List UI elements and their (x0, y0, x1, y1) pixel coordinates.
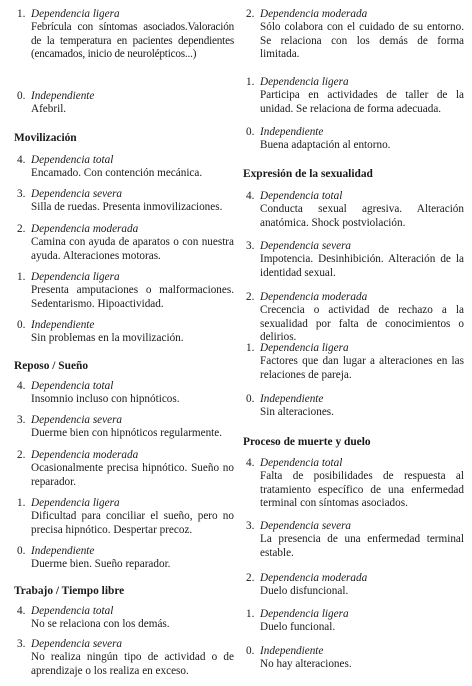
list-item: 2. Dependencia moderada Camina con ayuda de aparatos o con nuestra ayuda. Alteraciones motoras. (14, 223, 234, 263)
dependency-level: Independiente (31, 90, 95, 102)
item-description: Afebril. (31, 103, 67, 116)
list-item: 3. Dependencia severa Impotencia. Desinhibición. Alteración de la identidad sexual. (243, 240, 464, 280)
dependency-level: Dependencia ligera (260, 76, 349, 88)
dependency-level: Independiente (260, 393, 324, 405)
list-item: 0. Independiente Sin alteraciones. (243, 393, 464, 420)
dependency-level: Dependencia moderada (31, 223, 139, 235)
dependency-level: Dependencia total (31, 605, 114, 617)
item-description: Sin alteraciones. (260, 406, 334, 419)
list-item: 0. Independiente Afebril. (14, 90, 234, 117)
dependency-level: Independiente (31, 319, 95, 331)
section-title: Reposo / Sueño (14, 360, 89, 372)
dependency-level: Dependencia moderada (260, 291, 368, 303)
item-description: Sin problemas en la movilización. (31, 332, 184, 345)
item-description: Impotencia. Desinhibición. Alteración de la identidad sexual. (260, 253, 464, 279)
list-item: 4. Dependencia total Conducta sexual agresiva. Alteración anatómica. Shock postviolación. (243, 190, 464, 230)
dependency-level: Dependencia ligera (31, 497, 120, 509)
item-description: La presencia de una enfermedad terminal estable. (260, 533, 464, 559)
item-description: Dificultad para conciliar el sueño, pero no precisa hipnótico. Despertar precoz. (31, 510, 234, 536)
dependency-level: Independiente (31, 545, 95, 557)
item-description: Ocasionalmente precisa hipnótico. Sueño no reparador. (31, 462, 234, 488)
dependency-level: Dependencia moderada (260, 8, 368, 20)
dependency-level: Dependencia severa (31, 638, 123, 650)
item-description: Encamado. Con contención mecánica. (31, 167, 203, 180)
list-item: 1. Dependencia ligera Febrícula con síntomas asociados.Valoración de la temperatura en pacientes dependientes (encamados, inicio de neurolépticos...) (14, 8, 234, 62)
section-title: Expresión de la sexualidad (243, 168, 373, 180)
list-item: 0. Independiente Buena adaptación al entorno. (243, 126, 464, 153)
list-item: 4. Dependencia total Falta de posibilidades de respuesta al tratamiento específico de una enfermedad terminal con síntomas asociados. (243, 457, 464, 511)
dependency-level: Dependencia ligera (260, 342, 349, 354)
item-description: Crecencia o actividad de rechazo a la sexualidad por falta de conocimientos o delirios. (260, 304, 464, 344)
list-item: 1. Dependencia ligera Factores que dan lugar a alteraciones en las relaciones de pareja. (243, 342, 464, 382)
dependency-level: Dependencia total (260, 457, 343, 469)
dependency-level: Dependencia severa (260, 520, 352, 532)
dependency-level: Dependencia moderada (31, 449, 139, 461)
item-description: Febrícula con síntomas asociados.Valoración de la temperatura en pacientes dependientes (encamados, inicio de neurolépticos...) (31, 21, 234, 61)
dependency-level: Dependencia ligera (31, 271, 120, 283)
item-description: No realiza ningún tipo de actividad o de aprendizaje o los realiza en exceso. (31, 651, 234, 677)
list-item: 0. Independiente Duerme bien. Sueño reparador. (14, 545, 234, 572)
item-description: No hay alteraciones. (260, 658, 352, 671)
item-description: Silla de ruedas. Presenta inmovilizaciones. (31, 201, 223, 214)
section-title: Movilización (14, 132, 77, 144)
dependency-level: Independiente (260, 645, 324, 657)
dependency-level: Dependencia total (31, 380, 114, 392)
list-item: 4. Dependencia total Encamado. Con contención mecánica. (14, 154, 234, 181)
list-item: 1. Dependencia ligera Presenta amputaciones o malformaciones. Sedentarismo. Hipoactividad. (14, 271, 234, 311)
item-description: Camina con ayuda de aparatos o con nuestra ayuda. Alteraciones motoras. (31, 236, 234, 262)
item-description: Conducta sexual agresiva. Alteración anatómica. Shock postviolación. (260, 203, 464, 229)
list-item: 2. Dependencia moderada Crecencia o actividad de rechazo a la sexualidad por falta de conocimientos o delirios. (243, 291, 464, 345)
list-item: 2. Dependencia moderada Duelo disfuncional. (243, 572, 464, 599)
item-description: Duerme bien. Sueño reparador. (31, 558, 171, 571)
dependency-level: Dependencia severa (260, 240, 352, 252)
item-description: Sólo colabora con el cuidado de su entorno. Se relaciona con los demás de forma limitada. (260, 21, 464, 61)
item-description: Buena adaptación al entorno. (260, 139, 391, 152)
list-item: 3. Dependencia severa La presencia de una enfermedad terminal estable. (243, 520, 464, 560)
dependency-level: Dependencia severa (31, 188, 123, 200)
list-item: 3. Dependencia severa Duerme bien con hipnóticos regularmente. (14, 414, 234, 441)
item-description: Factores que dan lugar a alteraciones en las relaciones de pareja. (260, 355, 464, 381)
list-item: 2. Dependencia moderada Ocasionalmente precisa hipnótico. Sueño no reparador. (14, 449, 234, 489)
dependency-level: Dependencia ligera (260, 608, 349, 620)
item-description: Participa en actividades de taller de la unidad. Se relaciona de forma adecuada. (260, 89, 464, 115)
list-item: 1. Dependencia ligera Duelo funcional. (243, 608, 464, 635)
list-item: 0. Independiente Sin problemas en la movilización. (14, 319, 234, 346)
list-item: 1. Dependencia ligera Participa en actividades de taller de la unidad. Se relaciona de forma adecuada. (243, 76, 464, 116)
list-item: 3. Dependencia severa Silla de ruedas. Presenta inmovilizaciones. (14, 188, 234, 215)
dependency-level: Dependencia moderada (260, 572, 368, 584)
item-description: Insomnio incluso con hipnóticos. (31, 393, 180, 406)
dependency-level: Dependencia total (260, 190, 343, 202)
dependency-level: Dependencia ligera (31, 8, 120, 20)
list-item: 3. Dependencia severa No realiza ningún tipo de actividad o de aprendizaje o los realiza en exceso. (14, 638, 234, 678)
item-description: Falta de posibilidades de respuesta al tratamiento específico de una enfermedad terminal con síntomas asociados. (260, 470, 464, 510)
dependency-level: Dependencia total (31, 154, 114, 166)
dependency-level: Dependencia severa (31, 414, 123, 426)
list-item: 1. Dependencia ligera Dificultad para conciliar el sueño, pero no precisa hipnótico. Despertar precoz. (14, 497, 234, 537)
item-description: Duelo disfuncional. (260, 585, 349, 598)
list-item: 4. Dependencia total No se relaciona con los demás. (14, 605, 234, 632)
list-item: 0. Independiente No hay alteraciones. (243, 645, 464, 672)
section-title: Proceso de muerte y duelo (243, 436, 371, 448)
dependency-level: Independiente (260, 126, 324, 138)
item-description: Presenta amputaciones o malformaciones. Sedentarismo. Hipoactividad. (31, 284, 234, 310)
section-title: Trabajo / Tiempo libre (14, 585, 125, 597)
item-description: No se relaciona con los demás. (31, 618, 170, 631)
list-item: 4. Dependencia total Insomnio incluso con hipnóticos. (14, 380, 234, 407)
list-item: 2. Dependencia moderada Sólo colabora con el cuidado de su entorno. Se relaciona con los demás de forma limitada. (243, 8, 464, 62)
item-description: Duerme bien con hipnóticos regularmente. (31, 427, 223, 440)
item-description: Duelo funcional. (260, 621, 336, 634)
